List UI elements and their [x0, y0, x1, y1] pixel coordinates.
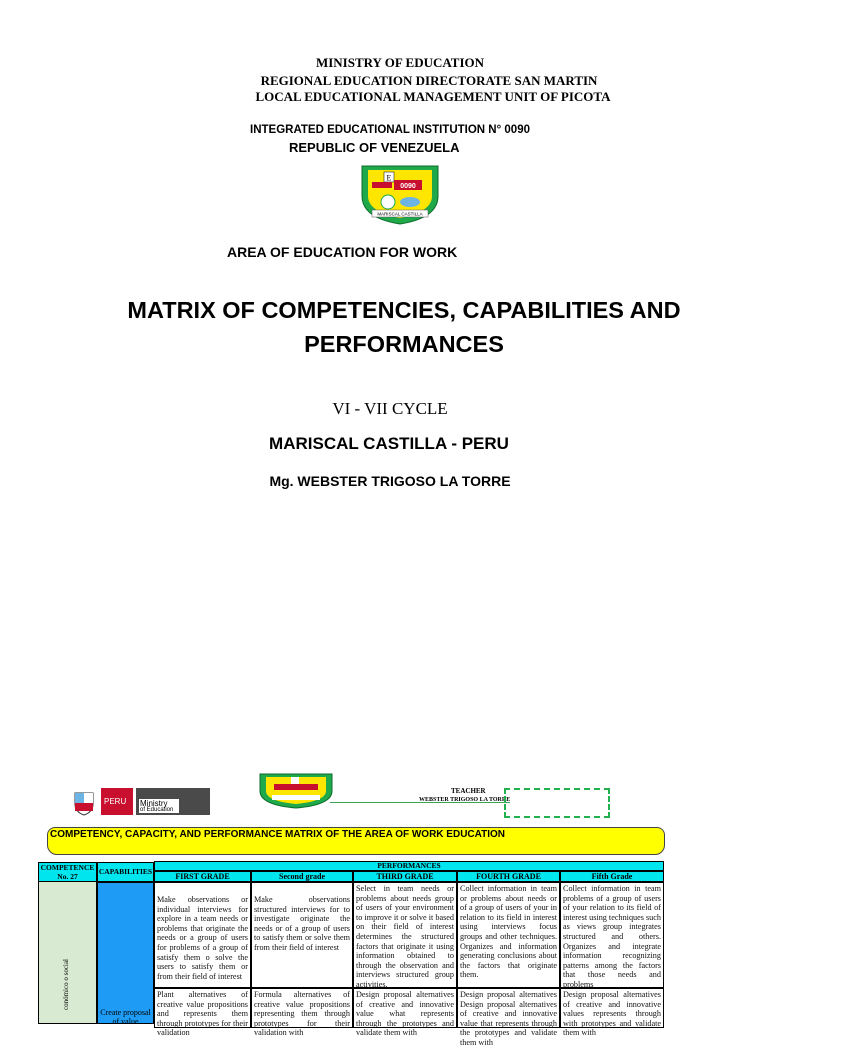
document-title: MATRIX OF COMPETENCIES, CAPABILITIES AND PERFORMANCES	[127, 297, 681, 357]
performance-cell: Design proposal alternatives of creative and innovative values represents through with prototypes and validate them with	[560, 988, 664, 1028]
ministry-badge-sub: of Education	[140, 807, 174, 813]
grade-header-fifth: Fifth Grade	[560, 871, 664, 882]
performance-cell: Design proposal alternatives of creative and innovative value what represents through the prototypes and validate them with	[353, 988, 457, 1028]
peru-coat-of-arms-icon	[72, 790, 96, 816]
performance-cell: Select in team needs or problems about needs group of users of your environment to improve it or solve it based on their field of interest determines the structured factors that originate it using information obtained to through the observation and interviews structured group activities.	[353, 882, 457, 988]
capabilities-header: CAPABILITIES	[97, 862, 154, 882]
capabilities-column	[97, 882, 154, 1024]
location-subtitle: MARISCAL CASTILLA - PERU	[269, 434, 509, 453]
area-title: AREA OF EDUCATION FOR WORK	[227, 244, 458, 260]
logo-banner: MARISCAL CASTILLA	[377, 211, 423, 217]
performance-cell: Collect information in team problems of a group of users of your relation to its field of interest using techniques such as views group integrates structured and others. Organizes and integrate information recognizing patterns among the factors that those needs and problems	[560, 882, 664, 988]
cycle-subtitle: VI - VII CYCLE	[332, 399, 448, 418]
peru-label: PERU	[104, 797, 127, 806]
school-logo-small	[258, 771, 334, 809]
competence-vertical-text: conómico o social	[62, 959, 70, 1010]
grade-header-third: THIRD GRADE	[353, 871, 457, 882]
local-unit-heading: LOCAL EDUCATIONAL MANAGEMENT UNIT OF PICOTA	[255, 89, 611, 104]
ministry-badge-label: Ministry	[140, 799, 168, 808]
regional-directorate-heading: REGIONAL EDUCATION DIRECTORATE SAN MARTIN	[260, 73, 598, 88]
performance-cell: Formula alternatives of creative value propositions representing them through prototypes for their validation with	[251, 988, 353, 1028]
capability-label: Create proposal of value	[100, 1008, 151, 1026]
competence-header: COMPETENCE No. 27	[38, 862, 97, 882]
institution-heading: INTEGRATED EDUCATIONAL INSTITUTION N° 0090	[250, 124, 530, 136]
grade-header-fourth: FOURTH GRADE	[457, 871, 560, 882]
teacher-name: Mg. WEBSTER TRIGOSO LA TORRE	[269, 473, 511, 489]
performance-cell: Collect information in team or problems about needs or of a group of users of your in relation to its field in interest using interviews focus groups and other techniques. Organizes and information generating conclusions about the factors that originate them.	[457, 882, 560, 988]
teacher-name-small: WEBSTER TRIGOSO LA TORRE	[419, 797, 511, 803]
ministry-badge	[136, 788, 210, 815]
performance-cell: Design proposal alternatives Design proposal alternatives of creative and innovative value that represents through the prototypes and validate them with	[457, 988, 560, 1028]
performances-header: PERFORMANCES	[154, 861, 664, 871]
peru-flag-badge	[101, 788, 133, 815]
grade-header-first: FIRST GRADE	[154, 871, 251, 882]
performance-cell: Make observations or individual interviews for explore in a team needs or problems that originate the needs or a group of users for problems of a group of satisfy them o solve the users to satisfy them or from their field of interest	[154, 882, 251, 988]
matrix-banner-title: COMPETENCY, CAPACITY, AND PERFORMANCE MATRIX OF THE AREA OF WORK EDUCATION	[50, 829, 505, 840]
logo-number: 0090	[400, 183, 416, 190]
teacher-label: TEACHER	[451, 787, 486, 795]
logo-letter: E	[386, 173, 392, 183]
performance-cell: Plant alternatives of creative value propositions and represents them through prototypes for their validation	[154, 988, 251, 1028]
grade-header-second: Second grade	[251, 871, 353, 882]
matrix-banner	[47, 827, 665, 855]
school-logo	[358, 160, 442, 226]
signature-placeholder	[504, 788, 610, 818]
republic-heading: REPUBLIC OF VENEZUELA	[289, 140, 460, 155]
ministry-heading: MINISTRY OF EDUCATION	[315, 55, 485, 70]
performance-cell: Make observations structured interviews for to investigate originate the needs or of a group of users to satisfy them or solve them from their field of interest	[251, 882, 353, 988]
